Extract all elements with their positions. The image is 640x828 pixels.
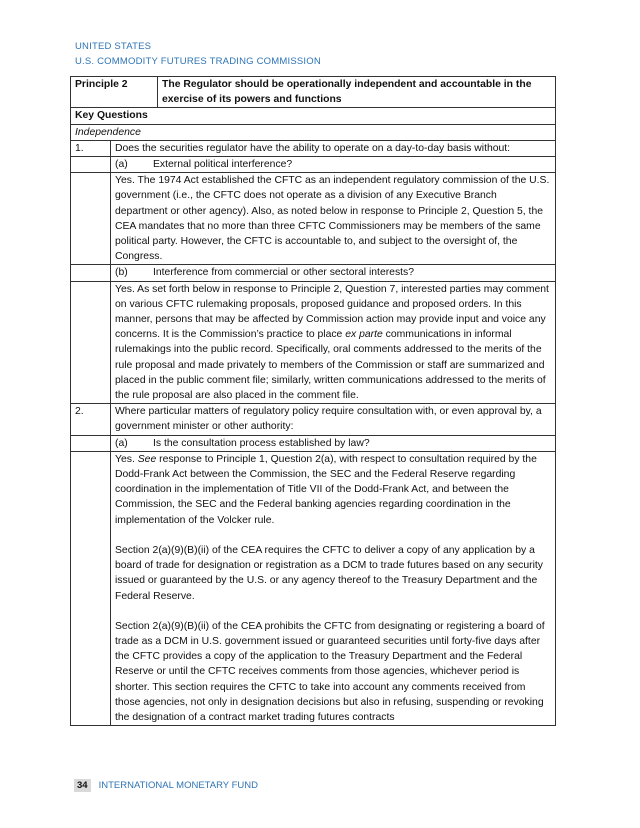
footer-org: INTERNATIONAL MONETARY FUND bbox=[98, 780, 258, 791]
page-number: 34 bbox=[74, 779, 91, 792]
subquestion-label: (a) bbox=[115, 437, 128, 449]
subquestion-row bbox=[71, 435, 556, 451]
section-row bbox=[71, 124, 556, 140]
subquestion-label: (a) bbox=[115, 159, 128, 171]
page-footer bbox=[74, 779, 258, 792]
principle-row bbox=[71, 77, 556, 108]
question-row bbox=[71, 404, 556, 435]
question-number: 2. bbox=[71, 404, 111, 435]
header-agency: U.S. COMMODITY FUTURES TRADING COMMISSION bbox=[75, 56, 321, 67]
question-number: 1. bbox=[71, 140, 111, 156]
question-text: Where particular matters of regulatory policy require consultation with, or even approval by, a government minister or other authority: bbox=[111, 404, 556, 435]
answer-text: Yes. As set forth below in response to Principle 2, Question 7, interested parties may comment on various CFTC rulemaking proposals, proposed guidance and proposed orders. In this manner, persons that may be affected by Commission action may provide input and voice any concerns. It is the Commission’s practice to place ex parte communications in informal rulemakings into the public record. Specifically, oral comments addressed to the merits of the rule proposal and made privately to members of the Commission or staff are summarized and placed in the public comment file; similarly, written communications addressed to the merits of the rule proposal are also placed in the comment file. bbox=[111, 281, 556, 404]
subquestion-row bbox=[71, 265, 556, 281]
key-questions-heading: Key Questions bbox=[71, 108, 556, 124]
answer-row bbox=[71, 281, 556, 404]
subquestion bbox=[111, 265, 556, 281]
subquestion-text: Interference from commercial or other sectoral interests? bbox=[153, 267, 415, 279]
subquestion-label: (b) bbox=[115, 267, 128, 279]
principle-table bbox=[70, 76, 556, 726]
key-questions-row bbox=[71, 108, 556, 124]
subquestion bbox=[111, 157, 556, 173]
header-country: UNITED STATES bbox=[75, 41, 152, 52]
principle-label: Principle 2 bbox=[71, 77, 158, 108]
principle-title: The Regulator should be operationally independent and accountable in the exercise of its powers and functions bbox=[158, 77, 556, 108]
answer-row bbox=[71, 451, 556, 725]
subquestion-row bbox=[71, 157, 556, 173]
subquestion-text: Is the consultation process established by law? bbox=[153, 437, 370, 449]
question-row bbox=[71, 140, 556, 156]
answer-text: Yes. See response to Principle 1, Question 2(a), with respect to consultation required by the Dodd-Frank Act between the Commission, the SEC and the Federal Reserve regarding coordination in the implementation of Title VII of the Dodd-Frank Act, and between the Commission, the SEC and the Federal banking agencies regarding coordination in the implementation of the Volcker rule. Section 2(a)(9)(B)(ii) of the CEA requires the CFTC to deliver a copy of any application by a board of trade for designation or registration as a DCM to trade futures based on any security issued or guaranteed by the U.S. or any agency thereof to the Treasury Department and the Federal Reserve. Section 2(a)(9)(B)(ii) of the CEA prohibits the CFTC from designating or registering a board of trade as a DCM in U.S. government issued or guaranteed securities until forty-five days after the CFTC provides a copy of the application to the Treasury Department and the Federal Reserve or until the CFTC receives comments from those agencies, whichever period is shorter. This section requires the CFTC to take into account any comments received from those agencies, not only in designation decisions but also in refusing, suspending or revoking the designation of a contract market trading futures contracts bbox=[111, 451, 556, 725]
question-text: Does the securities regulator have the ability to operate on a day-to-day basis without: bbox=[111, 140, 556, 156]
subquestion bbox=[111, 435, 556, 451]
answer-row bbox=[71, 173, 556, 265]
subquestion-text: External political interference? bbox=[153, 159, 293, 171]
answer-text: Yes. The 1974 Act established the CFTC as an independent regulatory commission of the U.S. government (i.e., the CFTC does not operate as a division of any Executive Branch department or other agency). Also, as noted below in response to Principle 2, Question 5, the CEA mandates that no more than three CFTC Commissioners may be members of the same political party. However, the CFTC is accountable to, and subject to the oversight of, the Congress. bbox=[111, 173, 556, 265]
section-heading: Independence bbox=[71, 124, 556, 140]
